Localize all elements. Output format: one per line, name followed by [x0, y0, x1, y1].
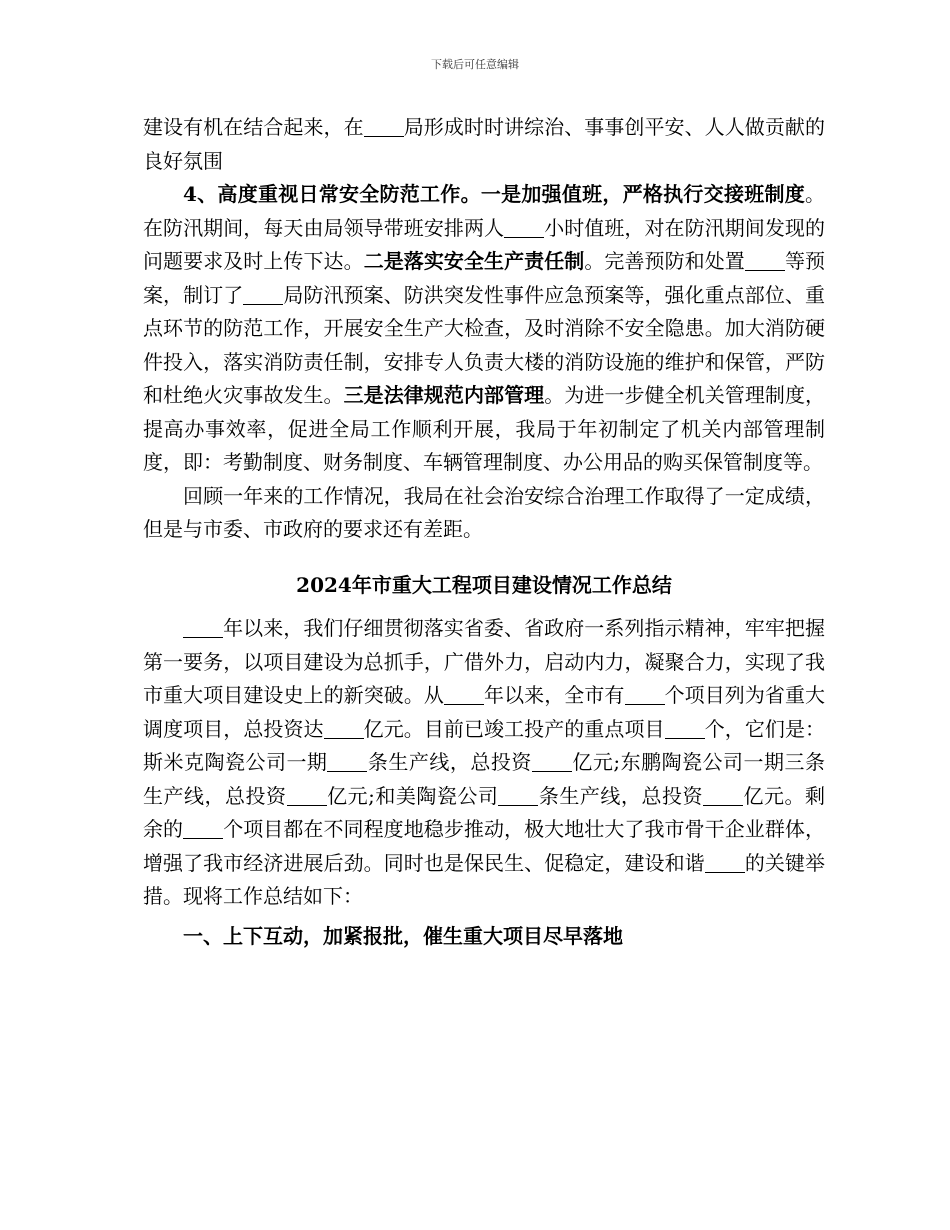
blank-line	[183, 636, 223, 638]
document-title: 2024年市重大工程项目建设情况工作总结	[296, 572, 672, 597]
blank-line	[327, 770, 367, 772]
text-run: 亿元;和美陶瓷公司	[326, 783, 499, 808]
page-header-note: 下载后可任意编辑	[431, 58, 519, 71]
text-run: 的关键举措。现将工作总结如下：	[143, 850, 825, 908]
document-body	[143, 111, 825, 953]
text-run: 亿元。剩余的	[143, 783, 826, 841]
section-heading-1: 一、上下互动，加紧报批，催生重大项目尽早落地	[183, 923, 623, 948]
text-run: 建设有机在结合起来，在	[143, 115, 364, 139]
text-run: 年以来，我们仔细贯彻落实省委、省政府一系列指示精神，牢牢把握第一要务，以项目建设为总抓手，广借外力，启动内力，凝聚合力，实现了我市重大项目建设史上的新突破。从	[143, 616, 825, 707]
blank-line	[665, 737, 705, 739]
text-run: 。完善预防和处置	[584, 249, 745, 273]
paragraph-item-4	[143, 178, 825, 480]
text-run: 。在防汛期间，每天由局领导带班安排两人	[143, 182, 825, 240]
text-run: 亿元;东鹏陶瓷公司一期三条生产线，总投资	[143, 750, 826, 808]
text-run: 个项目都在不同程度地稳步推动，极大地壮大了我市骨干企业群体，增强了我市经济进展后劲。同时也是保民生、促稳定，建设和谐	[143, 817, 825, 875]
item-4-heading: 4、高度重视日常安全防范工作。	[183, 182, 481, 206]
blank-line	[183, 837, 223, 839]
text-run: 年以来，全市有	[483, 683, 625, 707]
text-run: 。为进一步健全机关管理制度，提高办事效率，促进全局工作顺利开展，我局于年初制定了机关内部管理制度，即：考勤制度、财务制度、车辆管理制度、办公用品的购买保管制度等。	[143, 383, 826, 474]
blank-line	[625, 703, 665, 705]
text-run: 小时值班，对在防汛期间发现的问题要求及时上传下达。	[143, 215, 825, 273]
text-run: 等预案，制订了	[143, 249, 825, 307]
paragraph-summary	[143, 612, 825, 914]
item-4-point-1: 一是加强值班，严格执行交接班制度	[480, 182, 805, 206]
paragraph-review: 回顾一年来的工作情况，我局在社会治安综合治理工作取得了一定成绩，但是与市委、市政府的要求还有差距。	[143, 483, 825, 541]
blank-line	[324, 737, 364, 739]
blank-line	[364, 135, 404, 137]
item-4-point-2: 二是落实安全生产责任制	[363, 249, 585, 273]
blank-line	[287, 804, 327, 806]
paragraph-continuation	[143, 111, 825, 178]
blank-line	[745, 269, 785, 271]
blank-line	[705, 871, 745, 873]
text-run: 条生产线，总投资	[367, 750, 532, 774]
text-run: 条生产线，总投资	[538, 783, 703, 808]
blank-line	[498, 804, 538, 806]
blank-line	[243, 303, 283, 305]
blank-line	[532, 770, 572, 772]
text-run: 局形成时时讲综治、事事创平安、人人做贡献的良好氛围	[143, 115, 825, 173]
text-run: 个，它们是：斯米克陶瓷公司一期	[143, 716, 826, 774]
blank-line	[504, 236, 544, 238]
text-run: 亿元。目前已竣工投产的重点项目	[363, 716, 665, 741]
text-run: 个项目列为省重大调度项目，总投资达	[143, 683, 826, 741]
blank-line	[444, 703, 484, 705]
item-4-point-3: 三是法律规范内部管理	[343, 383, 545, 407]
blank-line	[703, 804, 743, 806]
text-run: 局防汛预案、防洪突发性事件应急预案等，强化重点部位、重点环节的防范工作，开展安全生产大检查，及时消除不安全隐患。加大消防硬件投入，落实消防责任制，安排专人负责大楼的消防设施的维护和保管，严防和杜绝火灾事故发生。	[143, 282, 825, 407]
